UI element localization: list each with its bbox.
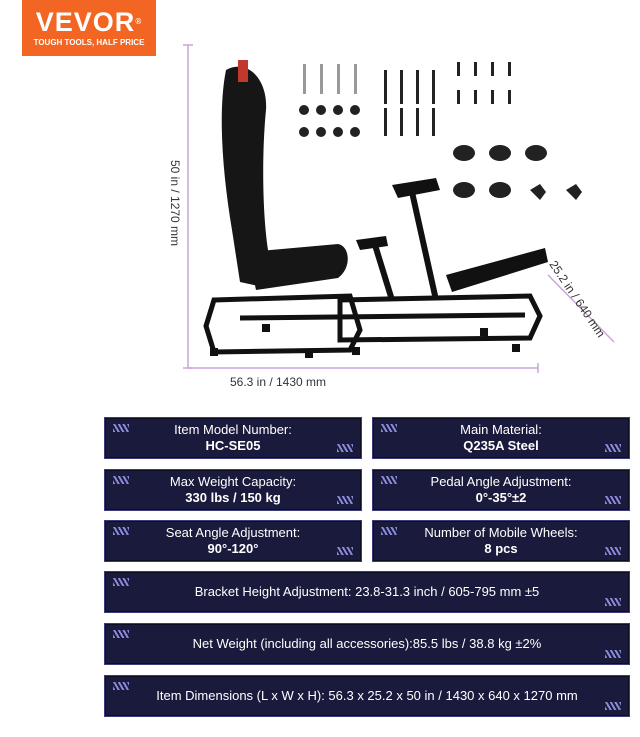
decor-stripes-icon <box>381 527 397 535</box>
shifter-mount <box>356 236 388 250</box>
pedal-plate <box>446 248 548 292</box>
decor-stripes-icon <box>113 527 129 535</box>
wheel-mount <box>392 178 440 198</box>
spec-bracket-height: Bracket Height Adjustment: 23.8-31.3 inch / 605-795 mm ±5 <box>104 571 630 613</box>
spec-main-material: Main Material: Q235A Steel <box>372 417 630 459</box>
spec-model-number: Item Model Number: HC-SE05 <box>104 417 362 459</box>
decor-stripes-icon <box>605 444 621 452</box>
decor-stripes-icon <box>605 496 621 504</box>
spec-net-weight: Net Weight (including all accessories):85.5 lbs / 38.8 kg ±2% <box>104 623 630 665</box>
decor-stripes-icon <box>113 578 129 586</box>
decor-stripes-icon <box>337 444 353 452</box>
decor-stripes-icon <box>381 424 397 432</box>
decor-stripes-icon <box>605 598 621 606</box>
decor-stripes-icon <box>113 424 129 432</box>
spec-seat-angle: Seat Angle Adjustment: 90°-120° <box>104 520 362 562</box>
depth-dimension: 25.2 in / 640 mm <box>546 258 608 340</box>
decor-stripes-icon <box>381 476 397 484</box>
spec-mobile-wheels: Number of Mobile Wheels: 8 pcs <box>372 520 630 562</box>
decor-stripes-icon <box>113 682 129 690</box>
spec-weight-capacity: Max Weight Capacity: 330 lbs / 150 kg <box>104 469 362 511</box>
base-frame <box>206 296 540 352</box>
logo-brand: VEVOR® <box>35 7 143 37</box>
decor-stripes-icon <box>337 496 353 504</box>
decor-stripes-icon <box>605 650 621 658</box>
width-dimension: 56.3 in / 1430 mm <box>229 375 327 389</box>
height-dimension: 50 in / 1270 mm <box>168 160 182 247</box>
decor-stripes-icon <box>605 547 621 555</box>
decor-stripes-icon <box>605 702 621 710</box>
decor-stripes-icon <box>113 476 129 484</box>
logo-tagline: TOUGH TOOLS, HALF PRICE <box>33 38 145 47</box>
spec-item-dimensions: Item Dimensions (L x W x H): 56.3 x 25.2 x 50 in / 1430 x 640 x 1270 mm <box>104 675 630 717</box>
decor-stripes-icon <box>337 547 353 555</box>
decor-stripes-icon <box>113 630 129 638</box>
hardware-parts <box>299 62 582 200</box>
spec-pedal-angle: Pedal Angle Adjustment: 0°-35°±2 <box>372 469 630 511</box>
racing-seat <box>222 60 348 290</box>
